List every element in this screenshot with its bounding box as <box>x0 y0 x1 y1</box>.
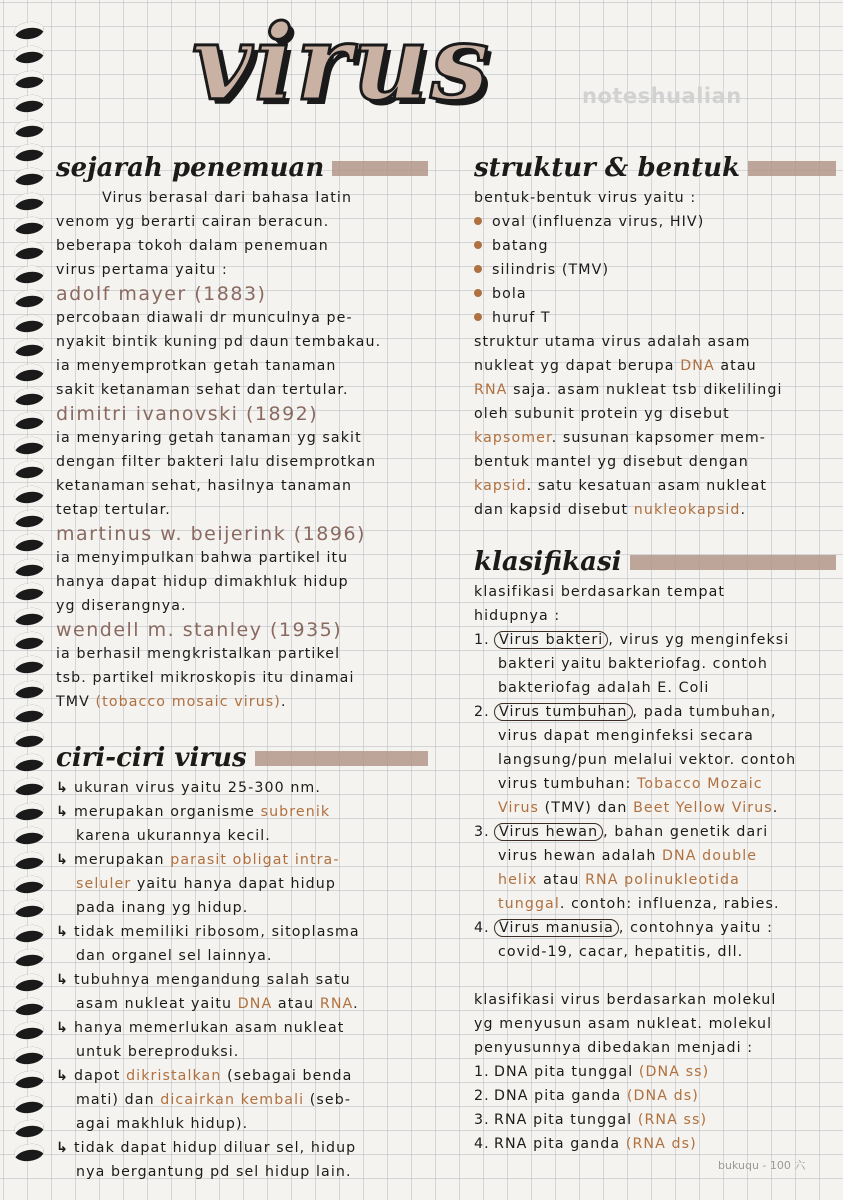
binder-hole <box>13 508 45 529</box>
highlight-text: kapsid <box>474 478 527 494</box>
text-line: Virus berasal dari bahasa latin <box>102 190 353 206</box>
text-line <box>56 896 428 920</box>
arrow-icon: ↳ <box>56 1020 69 1036</box>
left-column <box>56 150 428 1184</box>
list-item <box>474 700 836 724</box>
text-line <box>56 1064 428 1088</box>
text-span: karena ukurannya kecil. <box>76 828 271 844</box>
text-line: penyusunnya dibedakan menjadi : <box>474 1040 754 1056</box>
text-span: yaitu hanya dapat hidup <box>131 876 336 892</box>
text-span: atau <box>272 996 320 1012</box>
binder-hole <box>13 630 45 651</box>
binder-hole <box>13 1118 45 1139</box>
highlight-text: dicairkan kembali <box>160 1092 305 1108</box>
heading-highlight-bar <box>748 161 836 176</box>
tokoh-name: dimitri ivanovski (1892) <box>56 403 319 425</box>
list-item <box>474 210 836 234</box>
text-span: ukuran virus yaitu 25-300 nm. <box>74 780 321 796</box>
list-item <box>474 258 836 282</box>
right-column <box>474 150 836 1156</box>
text-line <box>474 772 836 796</box>
text-span: DNA pita tunggal <box>494 1064 639 1080</box>
text-line: klasifikasi virus berdasarkan molekul <box>474 992 777 1008</box>
text-span: . <box>740 502 747 518</box>
struktur-paragraph <box>474 330 836 522</box>
text-line: tetap tertular. <box>56 502 171 518</box>
highlight-text: kapsomer <box>474 430 552 446</box>
text-span: atau <box>714 358 757 374</box>
text-span: . <box>353 996 359 1012</box>
highlight-text: RNA <box>474 382 508 398</box>
highlight-text: (DNA ss) <box>638 1064 710 1080</box>
text-line: beberapa tokoh dalam penemuan <box>56 238 329 254</box>
text-line: ia berhasil mengkristalkan partikel <box>56 646 341 662</box>
binder-hole <box>13 191 45 212</box>
text-line <box>56 1136 428 1160</box>
text-line <box>474 940 836 964</box>
binder-hole <box>13 313 45 334</box>
highlight-text: tunggal <box>498 896 560 912</box>
text-span: mati) dan <box>76 1092 161 1108</box>
text-line <box>474 402 836 426</box>
page-number: bukuqu - 100 六 <box>718 1159 806 1172</box>
binder-hole <box>13 118 45 139</box>
text-span: TMV <box>56 694 96 710</box>
binder-hole <box>13 240 45 261</box>
binder-hole <box>13 801 45 822</box>
list-number: 4. <box>474 1136 490 1152</box>
list-number: 1. <box>474 1064 490 1080</box>
text-line: ia menyaring getah tanaman yg sakit <box>56 430 362 446</box>
binder-hole <box>13 142 45 163</box>
binder-hole <box>13 532 45 553</box>
text-span: asam nukleat yaitu <box>76 996 238 1012</box>
text-span: struktur utama virus adalah asam <box>474 334 751 350</box>
binder-hole <box>13 1069 45 1090</box>
text-line <box>56 776 428 800</box>
text-line <box>56 848 428 872</box>
binder-hole <box>13 20 45 41</box>
binder-hole <box>13 1020 45 1041</box>
text-span: . <box>280 694 287 710</box>
binder-hole <box>13 679 45 700</box>
text-span: (sebagai benda <box>221 1068 353 1084</box>
highlight-text: DNA <box>680 358 715 374</box>
highlight-text: DNA double <box>662 848 758 864</box>
molekul-list <box>474 1060 836 1156</box>
text-span: oval (influenza virus, HIV) <box>492 214 705 230</box>
arrow-icon: ↳ <box>56 1140 69 1156</box>
text-line: yg menyusun asam nukleat. molekul <box>474 1016 773 1032</box>
binder-hole <box>13 972 45 993</box>
sejarah-intro <box>56 186 428 282</box>
text-span: . susunan kapsomer mem- <box>551 430 767 446</box>
text-line <box>474 892 836 916</box>
binder-hole <box>13 850 45 871</box>
text-line <box>474 676 836 700</box>
binder-hole <box>13 703 45 724</box>
text-span: saja. asam nukleat tsb dikelilingi <box>507 382 783 398</box>
text-line <box>56 1088 428 1112</box>
heading-sejarah-text: sejarah penemuan <box>56 153 325 183</box>
list-item <box>474 234 836 258</box>
heading-struktur-text: struktur & bentuk <box>474 153 741 183</box>
text-line <box>474 652 836 676</box>
text-line <box>474 378 836 402</box>
list-number: 1. <box>474 632 490 648</box>
binder-hole <box>13 288 45 309</box>
binder-hole <box>13 362 45 383</box>
page-title-block <box>192 1 552 128</box>
arrow-icon: ↳ <box>56 1068 69 1084</box>
text-line: hanya dapat hidup dimakhluk hidup <box>56 574 349 590</box>
text-span: . <box>772 800 779 816</box>
text-line <box>56 1160 428 1184</box>
text-span: oleh subunit protein yg disebut <box>474 406 730 422</box>
highlight-text: nukleokapsid <box>633 502 741 518</box>
text-span: dan kapsid disebut <box>474 502 634 518</box>
text-line <box>56 1016 428 1040</box>
list-item <box>474 628 836 652</box>
bullet-dot-icon <box>474 241 482 249</box>
text-span: batang <box>492 238 549 254</box>
list-number: 2. <box>474 704 490 720</box>
circled-label: Virus manusia <box>494 919 619 937</box>
text-line: hidupnya : <box>474 608 561 624</box>
text-span: . contoh: influenza, rabies. <box>559 896 780 912</box>
text-span: , contohnya yaitu : <box>618 920 773 936</box>
highlight-text: (RNA ss) <box>637 1112 708 1128</box>
text-line <box>474 474 836 498</box>
text-line <box>474 844 836 868</box>
arrow-icon: ↳ <box>56 780 69 796</box>
list-item <box>474 282 836 306</box>
text-span: tubuhnya mengandung salah satu <box>74 972 351 988</box>
highlight-text: Beet Yellow Virus <box>633 800 773 816</box>
heading-highlight-bar <box>332 161 428 176</box>
text-span: . satu kesatuan asam nukleat <box>526 478 768 494</box>
heading-ciri <box>56 740 428 776</box>
text-span: RNA pita ganda <box>494 1136 626 1152</box>
text-line: ia menyemprotkan getah tanaman <box>56 358 337 374</box>
text-span: virus hewan adalah <box>498 848 663 864</box>
binder-hole <box>13 996 45 1017</box>
binder-hole <box>13 1094 45 1115</box>
list-item <box>474 916 836 940</box>
binder-hole <box>13 386 45 407</box>
text-span: tidak memiliki ribosom, sitoplasma <box>74 924 360 940</box>
text-line <box>474 748 836 772</box>
struktur-intro: bentuk-bentuk virus yaitu : <box>474 190 697 206</box>
heading-klasifikasi-text: klasifikasi <box>474 547 622 577</box>
binder-hole <box>13 459 45 480</box>
text-span: DNA pita ganda <box>494 1088 627 1104</box>
text-line: tsb. partikel mikroskopis itu dinamai <box>56 670 355 686</box>
text-span: huruf T <box>492 310 551 326</box>
arrow-icon: ↳ <box>56 852 69 868</box>
binder-hole <box>13 410 45 431</box>
binder-hole <box>13 1045 45 1066</box>
highlight-text: dikristalkan <box>126 1068 222 1084</box>
text-span: silindris (TMV) <box>492 262 610 278</box>
circled-label: Virus bakteri <box>494 631 608 649</box>
tempat-list <box>474 628 836 964</box>
binder-hole <box>13 484 45 505</box>
text-span: dapot <box>74 1068 127 1084</box>
list-item <box>474 1108 836 1132</box>
text-span: , pada tumbuhan, <box>632 704 777 720</box>
text-line: nyakit bintik kuning pd daun tembakau. <box>56 334 382 350</box>
watermark: noteshualian <box>582 84 742 108</box>
text-span: merupakan organisme <box>74 804 261 820</box>
binder-hole <box>13 728 45 749</box>
highlight-text: DNA <box>237 996 273 1012</box>
text-line: dengan filter bakteri lalu disemprotkan <box>56 454 377 470</box>
binder-hole <box>13 166 45 187</box>
bullet-dot-icon <box>474 289 482 297</box>
text-line <box>56 800 428 824</box>
binder-hole <box>13 898 45 919</box>
text-line <box>474 868 836 892</box>
text-span: nukleat yg dapat berupa <box>474 358 681 374</box>
arrow-icon: ↳ <box>56 972 69 988</box>
binder-hole <box>13 923 45 944</box>
text-span: agai makhluk hidup). <box>76 1116 249 1132</box>
binder-hole <box>13 776 45 797</box>
highlight-text: Tobacco Mozaic <box>637 776 763 792</box>
text-line: virus pertama yaitu : <box>56 262 228 278</box>
heading-struktur <box>474 150 836 186</box>
text-span: virus tumbuhan: <box>498 776 638 792</box>
text-line <box>474 426 836 450</box>
highlight-text: RNA polinukleotida <box>585 872 740 888</box>
binder-hole <box>13 69 45 90</box>
page-title: virus <box>192 1 491 124</box>
binder-hole <box>13 44 45 65</box>
text-line <box>474 724 836 748</box>
text-span: bola <box>492 286 527 302</box>
text-line <box>56 992 428 1016</box>
bullet-dot-icon <box>474 265 482 273</box>
binder-hole <box>13 264 45 285</box>
text-line <box>56 968 428 992</box>
highlight-text: (DNA ds) <box>626 1088 699 1104</box>
binder-hole <box>13 93 45 114</box>
text-line: sakit ketanaman sehat dan tertular. <box>56 382 349 398</box>
binder-hole <box>13 654 45 675</box>
tokoh-list <box>56 282 428 714</box>
text-line <box>474 354 836 378</box>
text-line <box>474 796 836 820</box>
highlight-text: seluler <box>76 876 132 892</box>
highlight-text: Virus <box>498 800 540 816</box>
text-span: bakteriofag adalah E. Coli <box>498 680 710 696</box>
text-line: venom yg berarti cairan beracun. <box>56 214 330 230</box>
binder-hole <box>13 557 45 578</box>
text-line: yg diserangnya. <box>56 598 187 614</box>
text-span: pada inang yg hidup. <box>76 900 249 916</box>
text-line: klasifikasi berdasarkan tempat <box>474 584 726 600</box>
text-span: merupakan <box>74 852 171 868</box>
text-span: , virus yg menginfeksi <box>608 632 790 648</box>
list-number: 4. <box>474 920 490 936</box>
circled-label: Virus tumbuhan <box>494 703 633 721</box>
text-span: atau <box>537 872 586 888</box>
highlight-text: RNA <box>319 996 354 1012</box>
heading-sejarah <box>56 150 428 186</box>
heading-klasifikasi <box>474 544 836 580</box>
list-item <box>474 1060 836 1084</box>
text-span: RNA pita tunggal <box>494 1112 638 1128</box>
text-span: bakteri yaitu bakteriofag. contoh <box>498 656 768 672</box>
binder-hole <box>13 606 45 627</box>
highlight-text: (tobacco mosaic virus) <box>95 694 281 710</box>
text-line: percobaan diawali dr munculnya pe- <box>56 310 353 326</box>
highlight-text: helix <box>498 872 538 888</box>
highlight-text: (RNA ds) <box>625 1136 697 1152</box>
text-span: nya bergantung pd sel hidup lain. <box>76 1164 352 1180</box>
binder-hole <box>13 581 45 602</box>
text-line <box>56 944 428 968</box>
text-span: untuk bereproduksi. <box>76 1044 240 1060</box>
binder-hole <box>13 1142 45 1163</box>
tokoh-name: wendell m. stanley (1935) <box>56 619 343 641</box>
text-line <box>56 690 428 714</box>
text-span: dan organel sel lainnya. <box>76 948 273 964</box>
heading-highlight-bar <box>255 751 428 766</box>
circled-label: Virus hewan <box>494 823 603 841</box>
text-line: ia menyimpulkan bahwa partikel itu <box>56 550 349 566</box>
text-line <box>56 1040 428 1064</box>
arrow-icon: ↳ <box>56 804 69 820</box>
text-span: bentuk mantel yg disebut dengan <box>474 454 749 470</box>
text-line <box>56 872 428 896</box>
text-span: tidak dapat hidup diluar sel, hidup <box>74 1140 357 1156</box>
heading-ciri-text: ciri-ciri virus <box>56 743 247 773</box>
ciri-list <box>56 776 428 1184</box>
binder-hole <box>13 435 45 456</box>
binder-hole <box>13 825 45 846</box>
tokoh-name: adolf mayer (1883) <box>56 283 267 305</box>
text-span: langsung/pun melalui vektor. contoh <box>498 752 797 768</box>
list-number: 2. <box>474 1088 490 1104</box>
highlight-text: subrenik <box>260 804 331 820</box>
list-number: 3. <box>474 824 490 840</box>
text-span: , bahan genetik dari <box>603 824 769 840</box>
list-item <box>474 1132 836 1156</box>
binder-hole <box>13 874 45 895</box>
text-line <box>56 824 428 848</box>
text-span: covid-19, cacar, hepatitis, dll. <box>498 944 744 960</box>
bullet-dot-icon <box>474 313 482 321</box>
tokoh-name: martinus w. beijerink (1896) <box>56 523 366 545</box>
heading-highlight-bar <box>630 555 836 570</box>
binder-hole <box>13 947 45 968</box>
text-span: hanya memerlukan asam nukleat <box>74 1020 345 1036</box>
text-line: ketanaman sehat, hasilnya tanaman <box>56 478 353 494</box>
bullet-dot-icon <box>474 217 482 225</box>
list-item <box>474 1084 836 1108</box>
binder-hole <box>13 215 45 236</box>
text-line <box>474 330 836 354</box>
highlight-text: parasit obligat intra- <box>170 852 340 868</box>
text-line <box>474 498 836 522</box>
text-line <box>56 1112 428 1136</box>
text-span: (TMV) dan <box>539 800 634 816</box>
text-line <box>56 920 428 944</box>
list-item <box>474 306 836 330</box>
list-item <box>474 820 836 844</box>
binder-hole <box>13 752 45 773</box>
binder-hole <box>13 337 45 358</box>
list-number: 3. <box>474 1112 490 1128</box>
text-span: virus dapat menginfeksi secara <box>498 728 754 744</box>
arrow-icon: ↳ <box>56 924 69 940</box>
bentuk-list <box>474 210 836 330</box>
text-span: (seb- <box>304 1092 352 1108</box>
text-line <box>474 450 836 474</box>
